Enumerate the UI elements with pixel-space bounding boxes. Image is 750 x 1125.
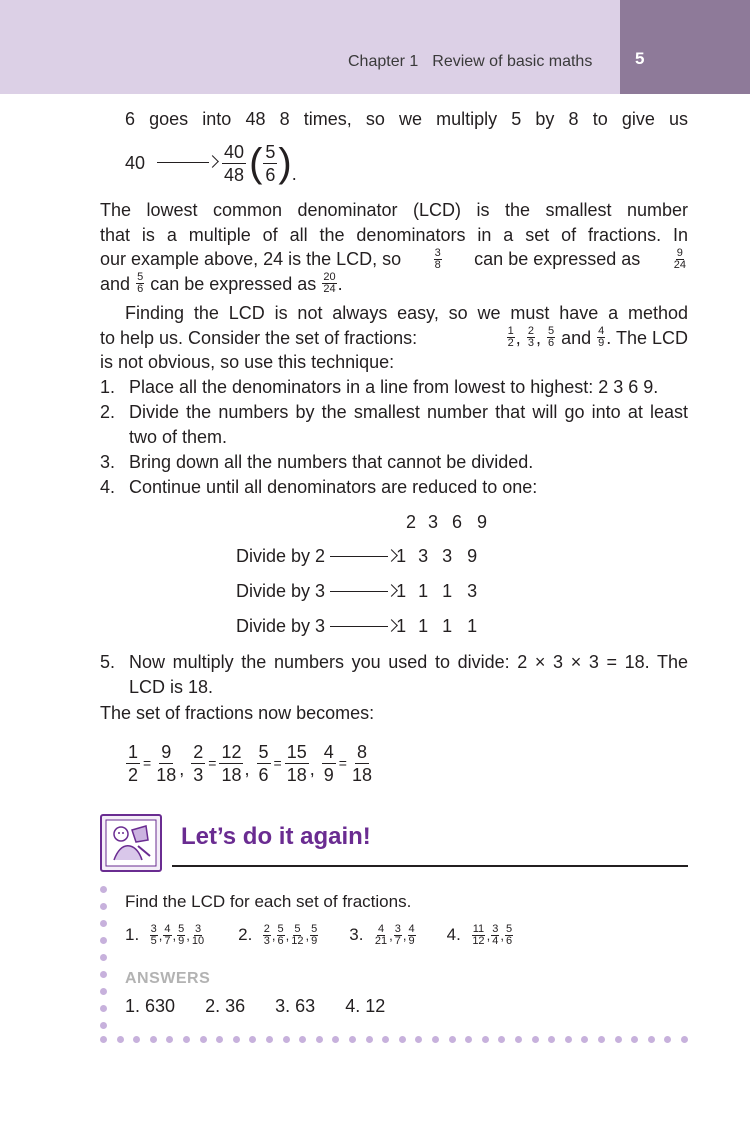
arrow-icon — [330, 591, 396, 593]
period: . — [291, 164, 297, 184]
equals-sign: = — [273, 755, 282, 771]
numerator: 5 — [311, 922, 318, 935]
dot — [648, 1036, 655, 1043]
exercise-number: 2. — [238, 925, 253, 944]
chapter-title: Review of basic maths — [432, 53, 593, 70]
denominator: 18 — [156, 764, 177, 785]
dot — [249, 1036, 256, 1043]
dot — [465, 1036, 472, 1043]
numerator: 40 — [224, 141, 245, 162]
activity-cartoon-icon — [100, 814, 162, 872]
equals-sign: = — [338, 755, 347, 771]
denominator: 9 — [323, 764, 334, 785]
cartoon-illustration — [102, 816, 160, 870]
numerator: 2 — [263, 922, 270, 935]
arrow-icon — [157, 162, 217, 164]
numerator: 4 — [323, 741, 334, 762]
list-number: 3. — [100, 452, 116, 472]
dotted-border-bottom — [100, 1036, 692, 1044]
fraction — [527, 326, 535, 349]
answer-number: 2. — [205, 996, 221, 1016]
exercise-number: 3. — [349, 925, 364, 944]
numerator: 3 — [492, 922, 499, 935]
dot — [100, 988, 107, 995]
dot — [581, 1036, 588, 1043]
denominator: 3 — [193, 764, 204, 785]
text: and — [100, 273, 131, 294]
dot — [299, 1036, 306, 1043]
dot — [100, 1022, 107, 1029]
answers-heading: ANSWERS — [125, 970, 211, 987]
dot — [200, 1036, 207, 1043]
denominator: 6 — [547, 337, 555, 350]
list-text: Now multiply the numbers you used to divide: 2 × 3 × 3 = 18. The LCD is 18. — [129, 652, 688, 697]
numerator: 4 — [377, 922, 385, 935]
division-number: 1 — [442, 581, 453, 601]
lcd-paragraph — [100, 198, 688, 296]
dot — [233, 1036, 240, 1043]
paragraph-line: is not obvious, so use this technique: — [100, 352, 395, 372]
division-top-row — [406, 512, 494, 533]
fraction — [263, 141, 277, 186]
denominator: 4 — [492, 934, 499, 947]
header-band — [0, 0, 620, 94]
chapter-label: Chapter 1 — [348, 53, 419, 70]
division-number: 1 — [396, 546, 407, 566]
numerator: 2 — [527, 325, 534, 338]
intro-lead: 40 — [125, 152, 146, 173]
set-becomes: The set of fractions now becomes: — [100, 703, 375, 723]
answer-value: 630 — [145, 996, 176, 1016]
division-number: 9 — [467, 546, 478, 566]
division-row — [236, 546, 484, 567]
dot — [432, 1036, 439, 1043]
dot — [664, 1036, 671, 1043]
fraction — [277, 924, 285, 947]
equivalent-fractions: $\frac{1}{2}$ = $\frac{9}{18}$ , $\frac{2}{3}$ = $\frac{12}{18}$ , $\frac{5}{6}$ = $\frac{15}{18}$ , $\frac{4}{9}$ = $\frac{8}{18}$ — [128, 741, 372, 785]
dot — [100, 937, 107, 944]
division-number: 1 — [396, 581, 407, 601]
division-number: 1 — [396, 616, 407, 636]
answer-value: 63 — [295, 996, 316, 1016]
fraction — [310, 924, 318, 947]
numerator: 8 — [356, 741, 367, 762]
dot — [266, 1036, 273, 1043]
fraction — [290, 924, 304, 947]
fraction — [150, 924, 158, 947]
answers-row — [125, 996, 385, 1017]
fraction — [322, 272, 336, 295]
arrow-icon — [330, 556, 396, 558]
list-number: 4. — [100, 477, 116, 497]
dot — [631, 1036, 638, 1043]
dot — [515, 1036, 522, 1043]
division-number: 6 — [452, 512, 463, 532]
numerator: 4 — [164, 922, 171, 935]
fraction — [154, 741, 178, 786]
activity-title: Let’s do it again! — [181, 823, 371, 850]
intro-equation — [125, 137, 297, 189]
dot — [100, 971, 107, 978]
dot — [449, 1036, 456, 1043]
denominator: 8 — [434, 258, 441, 271]
denominator: 48 — [224, 164, 245, 185]
arrow-icon — [330, 626, 396, 628]
comma: , — [515, 327, 521, 348]
division-number: 9 — [477, 512, 488, 532]
denominator: 10 — [191, 934, 205, 947]
list-text: Bring down all the numbers that cannot be divided. — [129, 452, 534, 472]
dot — [117, 1036, 124, 1043]
denominator: 2 — [507, 337, 514, 350]
dot — [681, 1036, 688, 1043]
exercise-number: 4. — [446, 925, 461, 944]
dot — [133, 1036, 140, 1043]
denominator: 18 — [351, 764, 372, 785]
denominator: 7 — [164, 934, 171, 947]
activity-divider — [172, 865, 688, 867]
paragraph-line — [100, 326, 688, 351]
dot — [316, 1036, 323, 1043]
dot — [598, 1036, 605, 1043]
dot — [100, 886, 107, 893]
list-item — [100, 400, 688, 450]
paragraph-line: The lowest common denominator (LCD) is the smallest number — [100, 200, 688, 220]
denominator: 24 — [323, 283, 336, 296]
numerator: 3 — [434, 246, 441, 259]
numerator: 5 — [258, 741, 269, 762]
fraction — [505, 924, 513, 947]
division-row — [236, 616, 484, 637]
dot — [615, 1036, 622, 1043]
fraction — [322, 741, 336, 786]
denominator: 24 — [673, 258, 686, 271]
dot — [399, 1036, 406, 1043]
numerator: 11 — [472, 922, 485, 935]
answer-value: 36 — [225, 996, 246, 1016]
dot — [100, 954, 107, 961]
denominator: 18 — [221, 764, 242, 785]
exercise-number: 1. — [125, 925, 140, 944]
fraction — [374, 924, 388, 947]
paragraph-line: Finding the LCD is not always easy, so we must have a method — [125, 303, 688, 323]
dot — [366, 1036, 373, 1043]
fraction — [177, 924, 185, 947]
fraction — [219, 741, 243, 786]
denominator: 2 — [128, 764, 139, 785]
fraction — [350, 741, 374, 786]
fraction — [136, 272, 144, 295]
numerator: 9 — [161, 741, 172, 762]
denominator: 3 — [263, 934, 270, 947]
running-header — [348, 53, 592, 71]
division-label: Divide by 3 — [236, 581, 326, 601]
denominator: 5 — [150, 934, 157, 947]
dot — [216, 1036, 223, 1043]
dot — [482, 1036, 489, 1043]
division-number: 3 — [418, 546, 429, 566]
numerator: 1 — [507, 325, 514, 338]
fraction — [394, 924, 402, 947]
fraction — [263, 924, 271, 947]
numerator: 2 — [193, 741, 204, 762]
denominator: 6 — [137, 283, 144, 296]
fraction-set — [506, 326, 688, 351]
numerator: 3 — [150, 922, 157, 935]
dot — [349, 1036, 356, 1043]
right-paren: ) — [278, 141, 292, 185]
dot — [498, 1036, 505, 1043]
dot — [548, 1036, 555, 1043]
intro-line — [125, 107, 688, 132]
division-number: 3 — [428, 512, 439, 532]
division-number: 2 — [406, 512, 417, 532]
dot — [100, 1036, 107, 1043]
list-number: 1. — [100, 377, 116, 397]
list-item — [100, 450, 688, 475]
fraction — [285, 741, 309, 786]
dot — [166, 1036, 173, 1043]
fraction — [471, 924, 485, 947]
text: . The LCD — [606, 327, 688, 348]
dot — [565, 1036, 572, 1043]
page-number-box — [620, 0, 750, 94]
paragraph-line — [100, 247, 688, 272]
fraction — [434, 248, 442, 271]
dot — [415, 1036, 422, 1043]
denominator: 6 — [277, 934, 284, 947]
page-number: 5 — [635, 49, 645, 68]
denominator: 9 — [311, 934, 318, 947]
numerator: 5 — [265, 141, 276, 162]
dot — [100, 920, 107, 927]
denominator: 3 — [527, 337, 534, 350]
numerator: 5 — [277, 922, 284, 935]
answer-number: 3. — [275, 996, 291, 1016]
denominator: 12 — [291, 934, 304, 947]
denominator: 21 — [374, 934, 388, 947]
method-paragraph — [100, 301, 688, 375]
equals-sign: = — [208, 755, 217, 771]
numerator: 5 — [505, 922, 513, 935]
numerator: 5 — [294, 922, 301, 935]
text: can be expressed as — [474, 249, 641, 269]
fraction — [597, 326, 605, 349]
denominator: 9 — [408, 934, 415, 947]
text: . — [337, 273, 343, 294]
division-label: Divide by 2 — [236, 546, 326, 566]
denominator: 6 — [505, 934, 513, 947]
answer-value: 12 — [365, 996, 386, 1016]
dot — [332, 1036, 339, 1043]
division-label: Divide by 3 — [236, 616, 326, 636]
list-item — [100, 375, 688, 400]
numerator: 20 — [323, 271, 336, 284]
division-number: 1 — [467, 616, 478, 636]
numerator: 5 — [137, 271, 144, 284]
dot — [150, 1036, 157, 1043]
division-row — [236, 581, 484, 602]
list-item — [100, 475, 688, 500]
fraction — [126, 741, 140, 786]
numerator: 5 — [547, 325, 555, 338]
denominator: 12 — [472, 934, 485, 947]
denominator: 7 — [394, 934, 401, 947]
division-number: 1 — [418, 616, 429, 636]
text: to help us. Consider the set of fractions: — [100, 327, 418, 348]
activity-instruction: Find the LCD for each set of fractions. — [125, 892, 412, 911]
numerator: 4 — [598, 325, 605, 338]
intro-text: 6 goes into 48 8 times, so we multiply 5 by 8 to give us — [125, 109, 688, 129]
numerator: 1 — [128, 741, 139, 762]
numerator: 4 — [408, 922, 415, 935]
denominator: 9 — [178, 934, 185, 947]
list-number: 5. — [100, 652, 116, 672]
numerator: 3 — [194, 922, 202, 935]
fraction — [507, 326, 515, 349]
fraction — [547, 326, 555, 349]
answer-number: 1. — [125, 996, 141, 1016]
dot — [532, 1036, 539, 1043]
text: can be expressed as — [150, 273, 317, 294]
answer-number: 4. — [345, 996, 361, 1016]
division-number: 3 — [467, 581, 478, 601]
dot — [100, 1005, 107, 1012]
paragraph-line: that is a multiple of all the denominators in a set of fractions. In — [100, 224, 688, 245]
dot — [100, 903, 107, 910]
denominator: 9 — [598, 337, 605, 350]
denominator: 6 — [258, 764, 269, 785]
text: and — [561, 327, 592, 348]
fraction — [222, 141, 246, 186]
numerator: 9 — [676, 246, 683, 259]
equals-sign: = — [143, 755, 152, 771]
comma: , — [535, 327, 541, 348]
fraction — [408, 924, 416, 947]
division-number: 1 — [418, 581, 429, 601]
fraction — [191, 741, 205, 786]
fraction — [163, 924, 171, 947]
list-item — [100, 650, 688, 700]
paragraph-line — [100, 272, 688, 297]
fraction — [191, 924, 205, 947]
list-text: Continue until all denominators are reduced to one: — [129, 477, 538, 497]
fraction — [673, 248, 687, 271]
dot — [183, 1036, 190, 1043]
fraction — [491, 924, 499, 947]
numerator: 12 — [221, 741, 242, 762]
list-text: Divide the numbers by the smallest number that will go into at least two of them. — [129, 402, 688, 447]
text: our example above, 24 is the LCD, so — [100, 249, 402, 269]
denominator: 18 — [286, 764, 307, 785]
denominator: 6 — [265, 164, 276, 185]
dot — [382, 1036, 389, 1043]
numerator: 5 — [178, 922, 185, 935]
left-paren: ( — [249, 141, 263, 185]
division-number: 1 — [442, 616, 453, 636]
list-text: Place all the denominators in a line from lowest to highest: 2 3 6 9. — [129, 377, 659, 397]
numerator: 3 — [394, 922, 401, 935]
dot — [283, 1036, 290, 1043]
list-number: 2. — [100, 402, 116, 422]
exercise-row: 1. $\frac{3}{5}$ , $\frac{4}{7}$ , $\frac{5}{9}$ , $\frac{3}{10}$ 2. $\frac{2}{3}$ , $\frac{5}{6}$ , $\frac{5}{12}$ , $\frac{5}{9}$ 3. $\frac{4}{21}$ , $\frac{3}{7}$ , $\frac{4}{9}$ 4. $\frac{11}{12}$ , $\frac{3}{4}$ , $\frac{5}{6}$ — [125, 922, 513, 947]
division-number: 3 — [442, 546, 453, 566]
numerator: 15 — [286, 741, 307, 762]
fraction — [257, 741, 271, 786]
